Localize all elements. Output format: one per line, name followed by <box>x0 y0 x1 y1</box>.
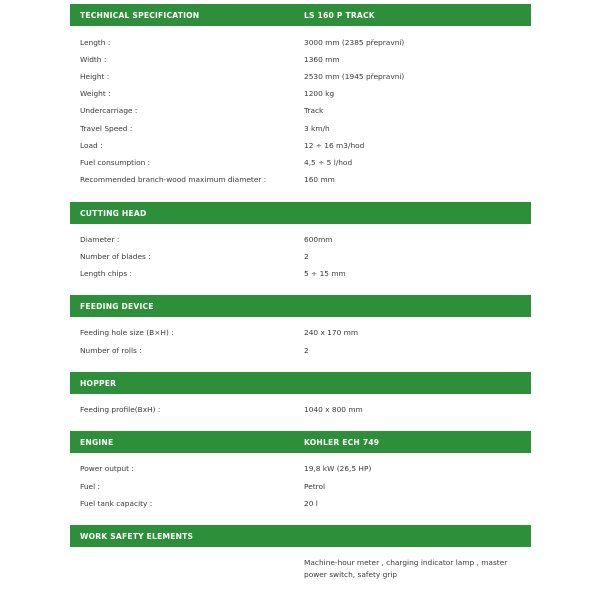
section-technical-specification <box>70 4 531 184</box>
section-title: FEEDING DEVICE <box>80 302 154 311</box>
spec-label: Number of blades : <box>80 252 151 261</box>
model-name: LS 160 P TRACK <box>304 11 375 20</box>
spec-row-number-of-rolls <box>70 345 531 357</box>
spec-row-travel-speed <box>70 123 531 135</box>
section-hopper <box>70 372 531 414</box>
section-header <box>70 4 531 26</box>
engine-model: KOHLER ECH 749 <box>304 438 380 447</box>
spec-label: Length : <box>80 38 111 47</box>
spec-value: 12 ÷ 16 m3/hod <box>304 141 365 150</box>
spec-label: Fuel consumption : <box>80 158 151 167</box>
spec-label: Fuel : <box>80 482 100 491</box>
spec-label: Fuel tank capacity : <box>80 499 153 508</box>
spec-row-feeding-profile <box>70 404 531 416</box>
section-feeding-device <box>70 295 531 355</box>
spec-value: 2 <box>304 252 309 261</box>
spec-label: Travel Speed : <box>80 124 133 133</box>
spec-row-length <box>70 37 531 49</box>
section-title: HOPPER <box>80 379 117 388</box>
spec-row-load <box>70 140 531 152</box>
section-header <box>70 525 531 547</box>
spec-row-feeding-hole-size <box>70 327 531 339</box>
section-work-safety-elements <box>70 525 531 579</box>
spec-row-length-chips <box>70 268 531 280</box>
spec-label: Weight : <box>80 89 111 98</box>
section-title: ENGINE <box>80 438 114 447</box>
spec-label: Number of rolls : <box>80 346 142 355</box>
spec-row-diameter <box>70 234 531 246</box>
spec-value: 240 x 170 mm <box>304 328 359 337</box>
spec-value: 600mm <box>304 235 333 244</box>
spec-row-number-of-blades <box>70 251 531 263</box>
spec-row-fuel <box>70 481 531 493</box>
spec-row-fuel-consumption <box>70 157 531 169</box>
spec-value: 2 <box>304 346 309 355</box>
spec-value: Track <box>304 106 324 115</box>
spec-label: Diameter : <box>80 235 120 244</box>
spec-value: 3 km/h <box>304 124 330 133</box>
spec-value: 2530 mm (1945 přepravní) <box>304 72 405 81</box>
spec-label: Undercarriage : <box>80 106 138 115</box>
section-title: TECHNICAL SPECIFICATION <box>80 11 200 20</box>
spec-row-undercarriage <box>70 105 531 117</box>
spec-row-height <box>70 71 531 83</box>
section-engine <box>70 431 531 508</box>
spec-row-branch-diameter <box>70 174 531 186</box>
spec-value: 19,8 kW (26,5 HP) <box>304 464 372 473</box>
section-header <box>70 295 531 317</box>
spec-value: Machine-hour meter , charging indicator lamp , master power switch, safety grip <box>304 558 508 579</box>
section-title: CUTTING HEAD <box>80 209 147 218</box>
spec-label: Power output : <box>80 464 134 473</box>
spec-label: Length chips : <box>80 269 133 278</box>
spec-value: 5 ÷ 15 mm <box>304 269 346 278</box>
spec-value: 20 l <box>304 499 318 508</box>
section-cutting-head <box>70 202 531 278</box>
spec-label: Load : <box>80 141 103 150</box>
spec-value: 1360 mm <box>304 55 340 64</box>
spec-value: 3000 mm (2385 přepravní) <box>304 38 405 47</box>
spec-value: 160 mm <box>304 175 335 184</box>
section-header <box>70 372 531 394</box>
spec-row-width <box>70 54 531 66</box>
spec-value: 4,5 ÷ 5 l/hod <box>304 158 353 167</box>
section-header <box>70 431 531 453</box>
spec-value: 1040 x 800 mm <box>304 405 363 414</box>
spec-label: Recommended branch-wood maximum diameter : <box>80 175 267 184</box>
spec-row-safety-elements <box>70 557 531 583</box>
spec-label: Width : <box>80 55 107 64</box>
spec-row-power-output <box>70 463 531 475</box>
spec-label: Feeding profile(BxH) : <box>80 405 161 414</box>
spec-value: Petrol <box>304 482 326 491</box>
spec-row-weight <box>70 88 531 100</box>
section-title: WORK SAFETY ELEMENTS <box>80 532 194 541</box>
section-header <box>70 202 531 224</box>
spec-value: 1200 kg <box>304 89 335 98</box>
spec-label: Height : <box>80 72 110 81</box>
spec-label: Feeding hole size (B×H) : <box>80 328 174 337</box>
spec-row-fuel-tank-capacity <box>70 498 531 510</box>
